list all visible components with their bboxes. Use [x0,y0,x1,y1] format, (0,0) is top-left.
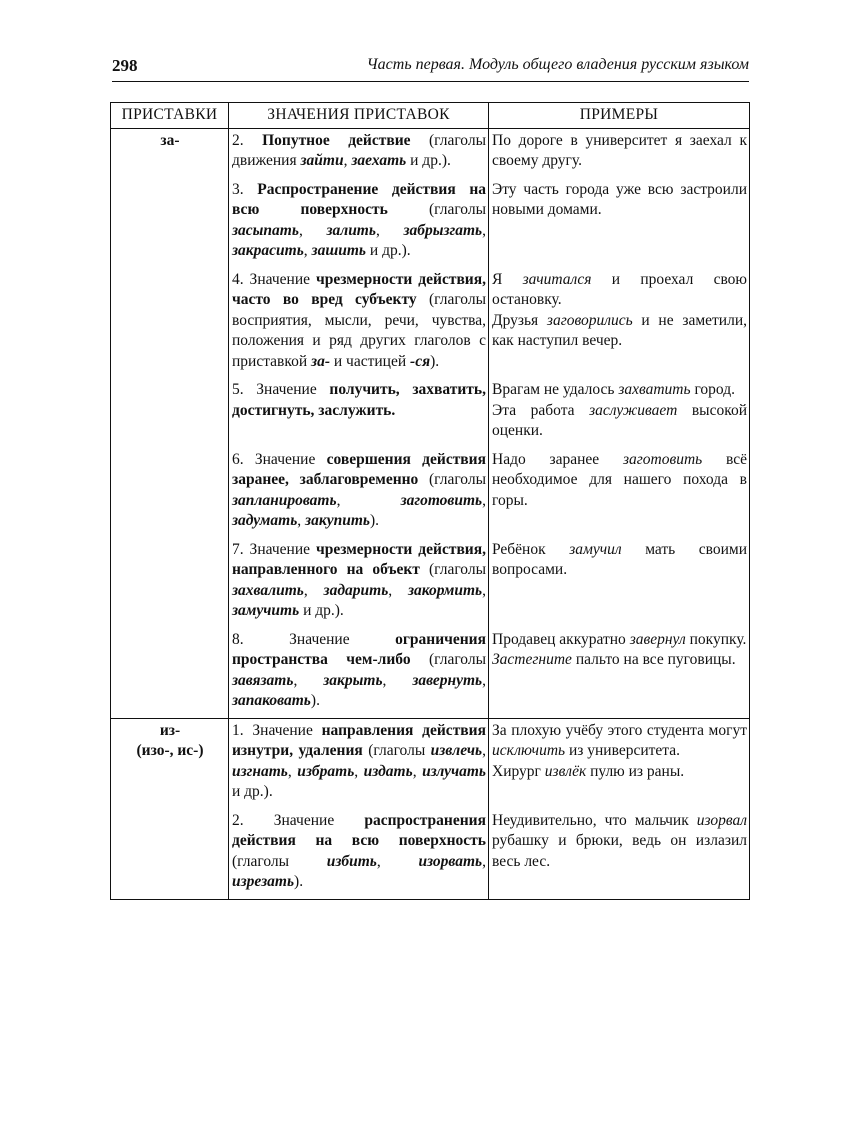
meaning-cell: 2. Значение распространения действия на всю поверхность (глаголы избить, изорвать, изрезать). [229,809,489,900]
page-number: 298 [112,56,138,75]
prefix-label: из- [159,721,181,739]
meaning-cell: 4. Значение чрезмерности действия, часто во вред субъекту (глаголы восприятия, мысли, речи, чувства, положения и ряд других глаголов с приставкой за- и частицей -ся). [229,268,489,379]
table-row [111,128,750,178]
example-cell: По дороге в университет я заехал к своему другу. [489,128,750,178]
meaning-cell: 6. Значение совершения действия заранее, заблаговременно (глаголы запланировать, заготовить, задумать, закупить). [229,448,489,538]
table-header-row [111,103,750,129]
example-cell: Ребёнок замучил мать своими вопросами. [489,538,750,628]
table-body [111,128,750,899]
example-cell: Врагам не удалось захватить город. Эта работа заслуживает высокой оценки. [489,378,750,448]
meaning-cell: 8. Значение ограничения пространства чем-либо (глаголы завязать, закрыть, завернуть, запаковать). [229,628,489,719]
prefix-table [110,102,750,900]
table-row [111,718,750,809]
example-cell: Я зачитался и проехал свою остановку. Друзья заговорились и не заметили, как наступил вечер. [489,268,750,379]
example-cell: Продавец аккуратно завернул покупку. Застегните пальто на все пуговицы. [489,628,750,719]
example-cell: За плохую учёбу этого студента могут исключить из университета. Хирург извлёк пулю из раны. [489,718,750,809]
meaning-cell: 7. Значение чрезмерности действия, направленного на объект (глаголы захвалить, задарить, закормить, замучить и др.). [229,538,489,628]
column-header-meanings: ЗНАЧЕНИЯ ПРИСТАВОК [229,103,489,129]
prefix-cell [111,128,229,718]
page-header [112,56,749,80]
meaning-cell: 5. Значение получить, захватить, достигнуть, заслужить. [229,378,489,448]
meaning-cell: 1. Значение направления действия изнутри, удаления (глаголы извлечь, изгнать, избрать, издать, излучать и др.). [229,718,489,809]
running-title: Часть первая. Модуль общего владения русским языком [366,56,749,73]
meaning-cell: 2. Попутное действие (глаголы движения зайти, заехать и др.). [229,128,489,178]
prefix-label: за- [160,131,180,149]
column-header-prefixes: ПРИСТАВКИ [111,103,229,129]
meaning-cell: 3. Распространение действия на всю поверхность (глаголы засыпать, залить, забрызгать, закрасить, зашить и др.). [229,178,489,268]
header-rule [112,81,749,82]
example-cell: Неудивительно, что мальчик изорвал рубашку и брюки, ведь он излазил весь лес. [489,809,750,900]
example-cell: Эту часть города уже всю застроили новыми домами. [489,178,750,268]
prefix-cell [111,718,229,899]
column-header-examples: ПРИМЕРЫ [489,103,750,129]
example-cell: Надо заранее заготовить всё необходимое для нашего похода в горы. [489,448,750,538]
prefix-label: (изо-, ис-) [136,742,204,759]
